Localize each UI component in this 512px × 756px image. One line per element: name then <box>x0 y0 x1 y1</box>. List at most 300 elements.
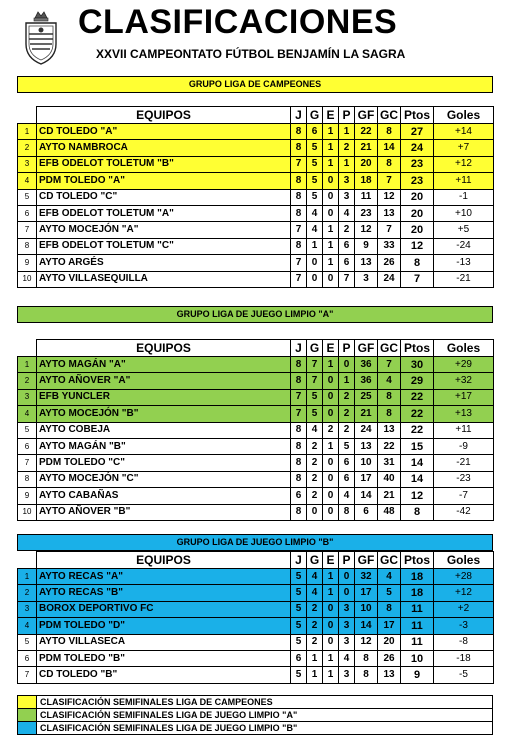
stat-cell-p: 3 <box>339 634 355 650</box>
team-name-cell: AYTO MAGÁN "A" <box>37 357 291 373</box>
team-name-cell: AYTO VILLASEQUILLA <box>37 271 291 287</box>
stat-cell-e: 1 <box>323 255 339 271</box>
header-blank-cell <box>18 340 37 357</box>
stat-cell-goles: -5 <box>434 667 494 683</box>
column-header: GF <box>355 552 378 569</box>
column-header: G <box>307 107 323 124</box>
stat-cell-j: 8 <box>291 422 307 438</box>
stat-cell-gc: 26 <box>378 650 401 666</box>
stat-cell-goles: -3 <box>434 618 494 634</box>
table-row <box>18 667 494 683</box>
table-row <box>18 634 494 650</box>
column-header: Goles <box>434 340 494 357</box>
stat-cell-ptos: 15 <box>401 438 434 454</box>
stat-cell-g: 1 <box>307 667 323 683</box>
position-cell: 5 <box>18 422 37 438</box>
team-name-cell: CD TOLEDO "C" <box>37 189 291 205</box>
stat-cell-goles: +7 <box>434 140 494 156</box>
team-name-cell: BOROX DEPORTIVO FC <box>37 601 291 617</box>
stat-cell-e: 1 <box>323 357 339 373</box>
stat-cell-gf: 12 <box>355 634 378 650</box>
stat-cell-e: 1 <box>323 124 339 140</box>
stat-cell-gf: 8 <box>355 667 378 683</box>
team-name-cell: EFB ODELOT TOLETUM "B" <box>37 156 291 172</box>
stat-cell-gf: 6 <box>355 504 378 520</box>
stat-cell-gc: 8 <box>378 406 401 422</box>
stat-cell-e: 0 <box>323 173 339 189</box>
stat-cell-gc: 13 <box>378 205 401 221</box>
stat-cell-gc: 21 <box>378 488 401 504</box>
stat-cell-g: 7 <box>307 357 323 373</box>
stat-cell-ptos: 29 <box>401 373 434 389</box>
stat-cell-e: 0 <box>323 406 339 422</box>
stat-cell-ptos: 22 <box>401 389 434 405</box>
stat-cell-e: 0 <box>323 455 339 471</box>
stat-cell-ptos: 23 <box>401 156 434 172</box>
stat-cell-g: 5 <box>307 189 323 205</box>
column-header: Ptos <box>401 552 434 569</box>
stat-cell-goles: +13 <box>434 406 494 422</box>
legend-label: CLASIFICACIÓN SEMIFINALES LIGA DE JUEGO LIMPIO "B" <box>37 722 493 735</box>
stat-cell-p: 3 <box>339 189 355 205</box>
column-header: E <box>323 552 339 569</box>
stat-cell-p: 4 <box>339 650 355 666</box>
stat-cell-j: 8 <box>291 471 307 487</box>
stat-cell-p: 2 <box>339 222 355 238</box>
standings-table <box>17 551 494 684</box>
stat-cell-ptos: 11 <box>401 601 434 617</box>
stat-cell-p: 8 <box>339 504 355 520</box>
position-cell: 3 <box>18 601 37 617</box>
stat-cell-p: 6 <box>339 255 355 271</box>
stat-cell-gc: 13 <box>378 422 401 438</box>
stat-cell-e: 0 <box>323 634 339 650</box>
team-name-cell: AYTO CABAÑAS <box>37 488 291 504</box>
stat-cell-goles: +10 <box>434 205 494 221</box>
position-cell: 10 <box>18 271 37 287</box>
stat-cell-goles: +5 <box>434 222 494 238</box>
legend-item <box>18 696 493 709</box>
position-cell: 4 <box>18 618 37 634</box>
table-row <box>18 140 494 156</box>
stat-cell-j: 8 <box>291 205 307 221</box>
team-name-cell: AYTO VILLASECA <box>37 634 291 650</box>
stat-cell-gc: 8 <box>378 124 401 140</box>
stat-cell-j: 6 <box>291 650 307 666</box>
stat-cell-e: 0 <box>323 504 339 520</box>
header-blank-cell <box>18 552 37 569</box>
stat-cell-p: 3 <box>339 173 355 189</box>
table-header-row <box>18 107 494 124</box>
table-header-row <box>18 552 494 569</box>
stat-cell-gc: 31 <box>378 455 401 471</box>
stat-cell-ptos: 12 <box>401 238 434 254</box>
group-banner: GRUPO LIGA DE JUEGO LIMPIO "B" <box>17 534 493 551</box>
position-cell: 6 <box>18 205 37 221</box>
stat-cell-goles: -9 <box>434 438 494 454</box>
stat-cell-goles: +12 <box>434 585 494 601</box>
stat-cell-goles: +14 <box>434 124 494 140</box>
position-cell: 7 <box>18 455 37 471</box>
team-name-cell: EFB YUNCLER <box>37 389 291 405</box>
stat-cell-gf: 17 <box>355 471 378 487</box>
stat-cell-p: 4 <box>339 205 355 221</box>
stat-cell-ptos: 11 <box>401 618 434 634</box>
stat-cell-j: 8 <box>291 124 307 140</box>
stat-cell-g: 0 <box>307 271 323 287</box>
column-header: GC <box>378 340 401 357</box>
team-name-cell: PDM TOLEDO "B" <box>37 650 291 666</box>
stat-cell-goles: -42 <box>434 504 494 520</box>
table-row <box>18 601 494 617</box>
table-row <box>18 438 494 454</box>
stat-cell-p: 2 <box>339 140 355 156</box>
stat-cell-gc: 7 <box>378 357 401 373</box>
stat-cell-ptos: 22 <box>401 422 434 438</box>
stat-cell-e: 1 <box>323 650 339 666</box>
stat-cell-g: 5 <box>307 156 323 172</box>
stat-cell-goles: -13 <box>434 255 494 271</box>
stat-cell-e: 1 <box>323 569 339 585</box>
stat-cell-ptos: 7 <box>401 271 434 287</box>
column-header: G <box>307 552 323 569</box>
stat-cell-g: 2 <box>307 488 323 504</box>
stat-cell-j: 5 <box>291 601 307 617</box>
stat-cell-j: 7 <box>291 222 307 238</box>
stat-cell-g: 4 <box>307 569 323 585</box>
stat-cell-ptos: 22 <box>401 406 434 422</box>
stat-cell-ptos: 12 <box>401 488 434 504</box>
stat-cell-ptos: 10 <box>401 650 434 666</box>
team-name-cell: AYTO ARGÉS <box>37 255 291 271</box>
column-header: E <box>323 340 339 357</box>
stat-cell-p: 2 <box>339 406 355 422</box>
page-subtitle: XXVII CAMPEONTATO FÚTBOL BENJAMÍN LA SAGRA <box>96 47 406 61</box>
stat-cell-gf: 36 <box>355 357 378 373</box>
stat-cell-e: 0 <box>323 389 339 405</box>
stat-cell-g: 2 <box>307 455 323 471</box>
legend-item <box>18 709 493 722</box>
position-cell: 1 <box>18 569 37 585</box>
position-cell: 7 <box>18 222 37 238</box>
table-row <box>18 389 494 405</box>
table-row <box>18 173 494 189</box>
stat-cell-goles: +32 <box>434 373 494 389</box>
team-name-cell: AYTO RECAS "B" <box>37 585 291 601</box>
team-name-cell: EFB ODELOT TOLETUM "C" <box>37 238 291 254</box>
stat-cell-ptos: 20 <box>401 205 434 221</box>
stat-cell-p: 6 <box>339 238 355 254</box>
stat-cell-ptos: 27 <box>401 124 434 140</box>
column-header: P <box>339 552 355 569</box>
stat-cell-g: 2 <box>307 438 323 454</box>
stat-cell-gf: 9 <box>355 238 378 254</box>
position-cell: 4 <box>18 173 37 189</box>
stat-cell-p: 0 <box>339 585 355 601</box>
legend-label: CLASIFICACIÓN SEMIFINALES LIGA DE CAMPEONES <box>37 696 493 709</box>
stat-cell-gf: 11 <box>355 189 378 205</box>
table-row <box>18 504 494 520</box>
legend-swatch <box>18 696 37 709</box>
team-name-cell: CD TOLEDO "A" <box>37 124 291 140</box>
club-crest-icon <box>22 8 60 66</box>
stat-cell-p: 4 <box>339 488 355 504</box>
page-title: CLASIFICACIONES <box>78 3 398 41</box>
stat-cell-ptos: 8 <box>401 504 434 520</box>
team-name-cell: AYTO MOCEJÓN "A" <box>37 222 291 238</box>
stat-cell-gf: 14 <box>355 488 378 504</box>
position-cell: 7 <box>18 667 37 683</box>
team-name-cell: PDM TOLEDO "D" <box>37 618 291 634</box>
stat-cell-g: 7 <box>307 373 323 389</box>
stat-cell-gc: 8 <box>378 156 401 172</box>
position-cell: 5 <box>18 634 37 650</box>
stat-cell-e: 1 <box>323 156 339 172</box>
stat-cell-e: 1 <box>323 222 339 238</box>
stat-cell-g: 1 <box>307 238 323 254</box>
column-header: J <box>291 552 307 569</box>
stat-cell-gc: 24 <box>378 271 401 287</box>
column-header: EQUIPOS <box>37 340 291 357</box>
stat-cell-gf: 13 <box>355 438 378 454</box>
page-header <box>0 0 512 70</box>
stat-cell-gc: 13 <box>378 667 401 683</box>
stat-cell-j: 5 <box>291 667 307 683</box>
table-row <box>18 205 494 221</box>
stat-cell-e: 1 <box>323 438 339 454</box>
table-row <box>18 471 494 487</box>
column-header: GC <box>378 552 401 569</box>
stat-cell-p: 6 <box>339 455 355 471</box>
stat-cell-g: 2 <box>307 634 323 650</box>
stat-cell-gf: 32 <box>355 569 378 585</box>
stat-cell-goles: +11 <box>434 173 494 189</box>
stat-cell-ptos: 9 <box>401 667 434 683</box>
team-name-cell: AYTO COBEJA <box>37 422 291 438</box>
stat-cell-gf: 18 <box>355 173 378 189</box>
column-header: G <box>307 340 323 357</box>
stat-cell-p: 2 <box>339 422 355 438</box>
table-row <box>18 488 494 504</box>
stat-cell-j: 8 <box>291 189 307 205</box>
stat-cell-goles: +28 <box>434 569 494 585</box>
stat-cell-gc: 4 <box>378 569 401 585</box>
column-header: EQUIPOS <box>37 552 291 569</box>
stat-cell-e: 1 <box>323 238 339 254</box>
stat-cell-goles: +12 <box>434 156 494 172</box>
stat-cell-gf: 12 <box>355 222 378 238</box>
stat-cell-gc: 17 <box>378 618 401 634</box>
stat-cell-e: 0 <box>323 488 339 504</box>
stat-cell-p: 6 <box>339 471 355 487</box>
stat-cell-goles: -1 <box>434 189 494 205</box>
column-header: J <box>291 340 307 357</box>
stat-cell-j: 8 <box>291 455 307 471</box>
position-cell: 2 <box>18 373 37 389</box>
stat-cell-j: 8 <box>291 438 307 454</box>
stat-cell-j: 7 <box>291 271 307 287</box>
position-cell: 2 <box>18 140 37 156</box>
stat-cell-gf: 17 <box>355 585 378 601</box>
group-banner: GRUPO LIGA DE CAMPEONES <box>17 76 493 93</box>
column-header: E <box>323 107 339 124</box>
position-cell: 9 <box>18 488 37 504</box>
stat-cell-gc: 12 <box>378 189 401 205</box>
position-cell: 6 <box>18 438 37 454</box>
stat-cell-ptos: 14 <box>401 455 434 471</box>
team-name-cell: AYTO AÑOVER "B" <box>37 504 291 520</box>
table-row <box>18 650 494 666</box>
team-name-cell: AYTO RECAS "A" <box>37 569 291 585</box>
group-banner: GRUPO LIGA DE JUEGO LIMPIO "A" <box>17 306 493 323</box>
stat-cell-j: 8 <box>291 504 307 520</box>
table-row <box>18 124 494 140</box>
table-row <box>18 569 494 585</box>
stat-cell-ptos: 24 <box>401 140 434 156</box>
stat-cell-p: 1 <box>339 156 355 172</box>
table-row <box>18 189 494 205</box>
stat-cell-j: 8 <box>291 357 307 373</box>
position-cell: 6 <box>18 650 37 666</box>
table-row <box>18 271 494 287</box>
legend-swatch <box>18 722 37 735</box>
stat-cell-ptos: 14 <box>401 471 434 487</box>
position-cell: 1 <box>18 124 37 140</box>
stat-cell-j: 7 <box>291 156 307 172</box>
stat-cell-g: 2 <box>307 618 323 634</box>
stat-cell-j: 5 <box>291 569 307 585</box>
stat-cell-goles: -21 <box>434 271 494 287</box>
stat-cell-g: 1 <box>307 650 323 666</box>
stat-cell-gf: 13 <box>355 255 378 271</box>
column-header: GF <box>355 340 378 357</box>
table-row <box>18 255 494 271</box>
stat-cell-j: 8 <box>291 173 307 189</box>
stat-cell-p: 5 <box>339 438 355 454</box>
column-header: Goles <box>434 552 494 569</box>
table-row <box>18 455 494 471</box>
stat-cell-g: 2 <box>307 471 323 487</box>
stat-cell-e: 0 <box>323 189 339 205</box>
stat-cell-p: 1 <box>339 373 355 389</box>
column-header: EQUIPOS <box>37 107 291 124</box>
stat-cell-ptos: 18 <box>401 569 434 585</box>
stat-cell-gf: 25 <box>355 389 378 405</box>
team-name-cell: EFB ODELOT TOLETUM "A" <box>37 205 291 221</box>
column-header: Ptos <box>401 107 434 124</box>
stat-cell-ptos: 30 <box>401 357 434 373</box>
column-header: P <box>339 340 355 357</box>
position-cell: 3 <box>18 156 37 172</box>
stat-cell-e: 0 <box>323 601 339 617</box>
stat-cell-g: 5 <box>307 140 323 156</box>
stat-cell-gf: 23 <box>355 205 378 221</box>
stat-cell-j: 8 <box>291 238 307 254</box>
stat-cell-goles: -24 <box>434 238 494 254</box>
stat-cell-gf: 10 <box>355 601 378 617</box>
stat-cell-gf: 21 <box>355 406 378 422</box>
column-header: GF <box>355 107 378 124</box>
table-row <box>18 156 494 172</box>
position-cell: 1 <box>18 357 37 373</box>
stat-cell-gf: 24 <box>355 422 378 438</box>
stat-cell-goles: +11 <box>434 422 494 438</box>
stat-cell-g: 5 <box>307 406 323 422</box>
stat-cell-j: 7 <box>291 255 307 271</box>
stat-cell-ptos: 11 <box>401 634 434 650</box>
stat-cell-gc: 40 <box>378 471 401 487</box>
position-cell: 10 <box>18 504 37 520</box>
stat-cell-j: 5 <box>291 585 307 601</box>
stat-cell-j: 7 <box>291 406 307 422</box>
stat-cell-p: 3 <box>339 667 355 683</box>
stat-cell-goles: -18 <box>434 650 494 666</box>
position-cell: 4 <box>18 406 37 422</box>
stat-cell-ptos: 20 <box>401 189 434 205</box>
team-name-cell: AYTO NAMBROCA <box>37 140 291 156</box>
position-cell: 2 <box>18 585 37 601</box>
stat-cell-e: 0 <box>323 271 339 287</box>
position-cell: 3 <box>18 389 37 405</box>
stat-cell-j: 5 <box>291 618 307 634</box>
stat-cell-ptos: 20 <box>401 222 434 238</box>
stat-cell-g: 4 <box>307 422 323 438</box>
stat-cell-gc: 14 <box>378 140 401 156</box>
stat-cell-gc: 26 <box>378 255 401 271</box>
team-name-cell: CD TOLEDO "B" <box>37 667 291 683</box>
legend-swatch <box>18 709 37 722</box>
stat-cell-goles: -21 <box>434 455 494 471</box>
position-cell: 5 <box>18 189 37 205</box>
stat-cell-ptos: 23 <box>401 173 434 189</box>
position-cell: 8 <box>18 471 37 487</box>
stat-cell-g: 6 <box>307 124 323 140</box>
stat-cell-g: 0 <box>307 504 323 520</box>
stat-cell-goles: -8 <box>434 634 494 650</box>
legend-label: CLASIFICACIÓN SEMIFINALES LIGA DE JUEGO LIMPIO "A" <box>37 709 493 722</box>
stat-cell-gc: 7 <box>378 222 401 238</box>
legend <box>17 695 493 735</box>
stat-cell-e: 0 <box>323 618 339 634</box>
standings-table <box>17 339 494 521</box>
column-header: Ptos <box>401 340 434 357</box>
stat-cell-e: 2 <box>323 422 339 438</box>
stat-cell-goles: +29 <box>434 357 494 373</box>
stat-cell-p: 2 <box>339 389 355 405</box>
stat-cell-j: 7 <box>291 389 307 405</box>
stat-cell-gc: 8 <box>378 389 401 405</box>
table-row <box>18 618 494 634</box>
team-name-cell: PDM TOLEDO "C" <box>37 455 291 471</box>
stat-cell-gf: 21 <box>355 140 378 156</box>
stat-cell-e: 0 <box>323 471 339 487</box>
stat-cell-e: 0 <box>323 205 339 221</box>
header-blank-cell <box>18 107 37 124</box>
stat-cell-gf: 8 <box>355 650 378 666</box>
stat-cell-g: 5 <box>307 389 323 405</box>
column-header: GC <box>378 107 401 124</box>
stat-cell-gf: 3 <box>355 271 378 287</box>
stat-cell-goles: -7 <box>434 488 494 504</box>
table-row <box>18 357 494 373</box>
position-cell: 9 <box>18 255 37 271</box>
stat-cell-gc: 8 <box>378 601 401 617</box>
stat-cell-g: 0 <box>307 255 323 271</box>
table-row <box>18 373 494 389</box>
stat-cell-gf: 20 <box>355 156 378 172</box>
team-name-cell: PDM TOLEDO "A" <box>37 173 291 189</box>
stat-cell-gc: 22 <box>378 438 401 454</box>
